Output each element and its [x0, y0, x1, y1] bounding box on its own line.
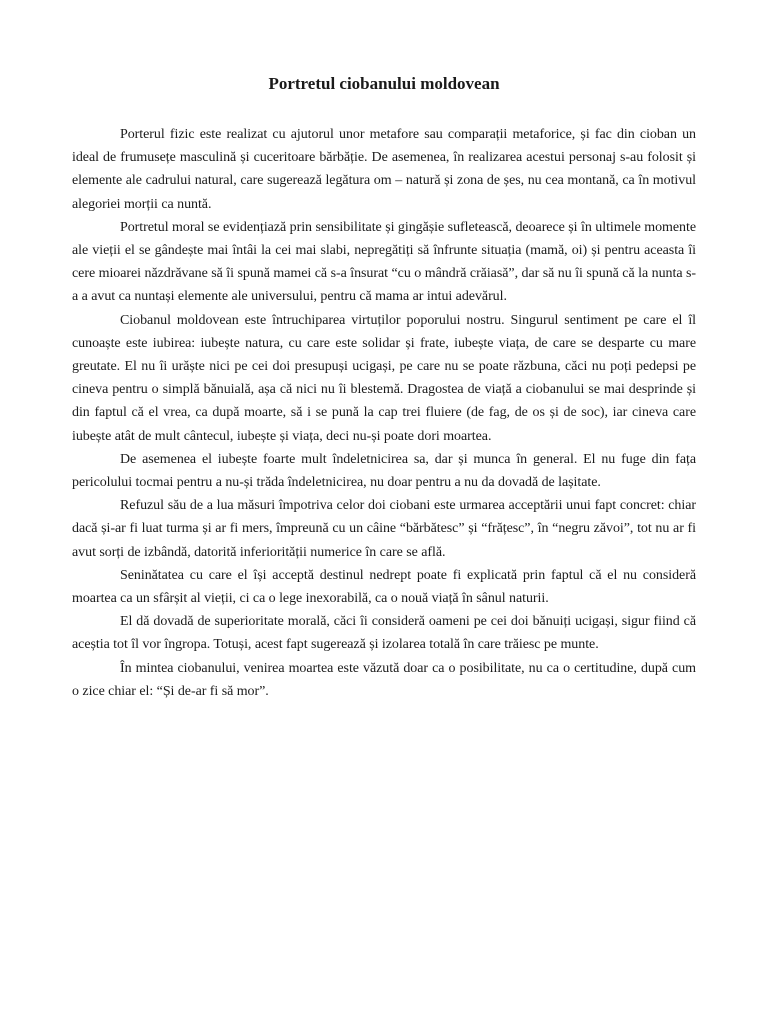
paragraph: Porterul fizic este realizat cu ajutorul unor metafore sau comparații metaforice, și fac din cioban un ideal de frumusețe masculină și cuceritoare bărbăție. De asemenea, în realizarea acestui personaj s-au folosit și elemente ale cadrului natural, care sugerează legătura om – natură și zona de șes, nu cea montană, ca în motivul alegoriei morții ca nuntă.	[72, 127, 696, 212]
paragraph: Seninătatea cu care el își acceptă destinul nedrept poate fi explicată prin faptul că el nu consideră moartea ca un sfârșit al vieții, ci ca o lege inexorabilă, ca o nouă viață în sânul naturii.	[72, 567, 696, 607]
paragraph: Ciobanul moldovean este întruchiparea virtuților poporului nostru. Singurul sentiment pe care el îl cunoaște este iubirea: iubește natura, cu care este solidar și frate, iubește viața, de care se desparte cu mare greutate. El nu îi urăște nici pe cei doi presupuși ucigași, pe care nu se poate răzbuna, căci nu poți pedepsi pe cineva pentru o simplă bănuială, așa că nici nu îi blestemă. Dragostea de viață a ciobanului se mai desprinde și din faptul că el vrea, ca după moarte, să i se pună la cap trei fluiere (de fag, de os și de soc), iar cineva care iubește atât de mult cântecul, iubește și viața, deci nu-și poate dori moartea.	[72, 312, 696, 444]
document-body	[72, 72, 696, 703]
paragraph: În mintea ciobanului, venirea moartea este văzută doar ca o posibilitate, nu ca o certitudine, după cum o zice chiar el: “Și de-ar fi să mor”.	[72, 660, 696, 699]
paragraph: De asemenea el iubește foarte mult îndeletnicirea sa, dar și munca în general. El nu fuge din fața pericolului tocmai pentru a nu-și trăda îndeletnicirea, nu doar pentru a nu da dovadă de lașitate.	[72, 451, 696, 491]
document-title: Portretul ciobanului moldovean	[268, 74, 500, 93]
paragraph: Portretul moral se evidențiază prin sensibilitate și gingășie sufletească, deoarece și în ultimele momente ale vieții el se gândește mai întâi la cei mai slabi, nepregătiți să înfrunte situația (mamă, oi) și pentru aceasta îi cere mioarei năzdrăvane să îi spună mamei că s-a însurat “cu o mândră crăiasă”, dar să nu îi spună că la nunta s-a a avut ca nuntași elemente ale universului, pentru că mama ar intui adevărul.	[72, 219, 696, 305]
paragraph: El dă dovadă de superioritate morală, căci îi consideră oameni pe cei doi bănuiți ucigași, sigur fiind că aceștia tot îl vor îngropa. Totuși, acest fapt sugerează și izolarea totală în care trăiesc pe munte.	[72, 614, 696, 653]
paragraph: Refuzul său de a lua măsuri împotriva celor doi ciobani este urmarea acceptării unui fapt concret: chiar dacă și-ar fi luat turma și ar fi mers, împreună cu un câine “bărbătesc” și “frățesc”, în “negru zăvoi”, tot nu ar fi avut sorți de izbândă, datorită inferiorității numerice în care se află.	[72, 498, 696, 560]
